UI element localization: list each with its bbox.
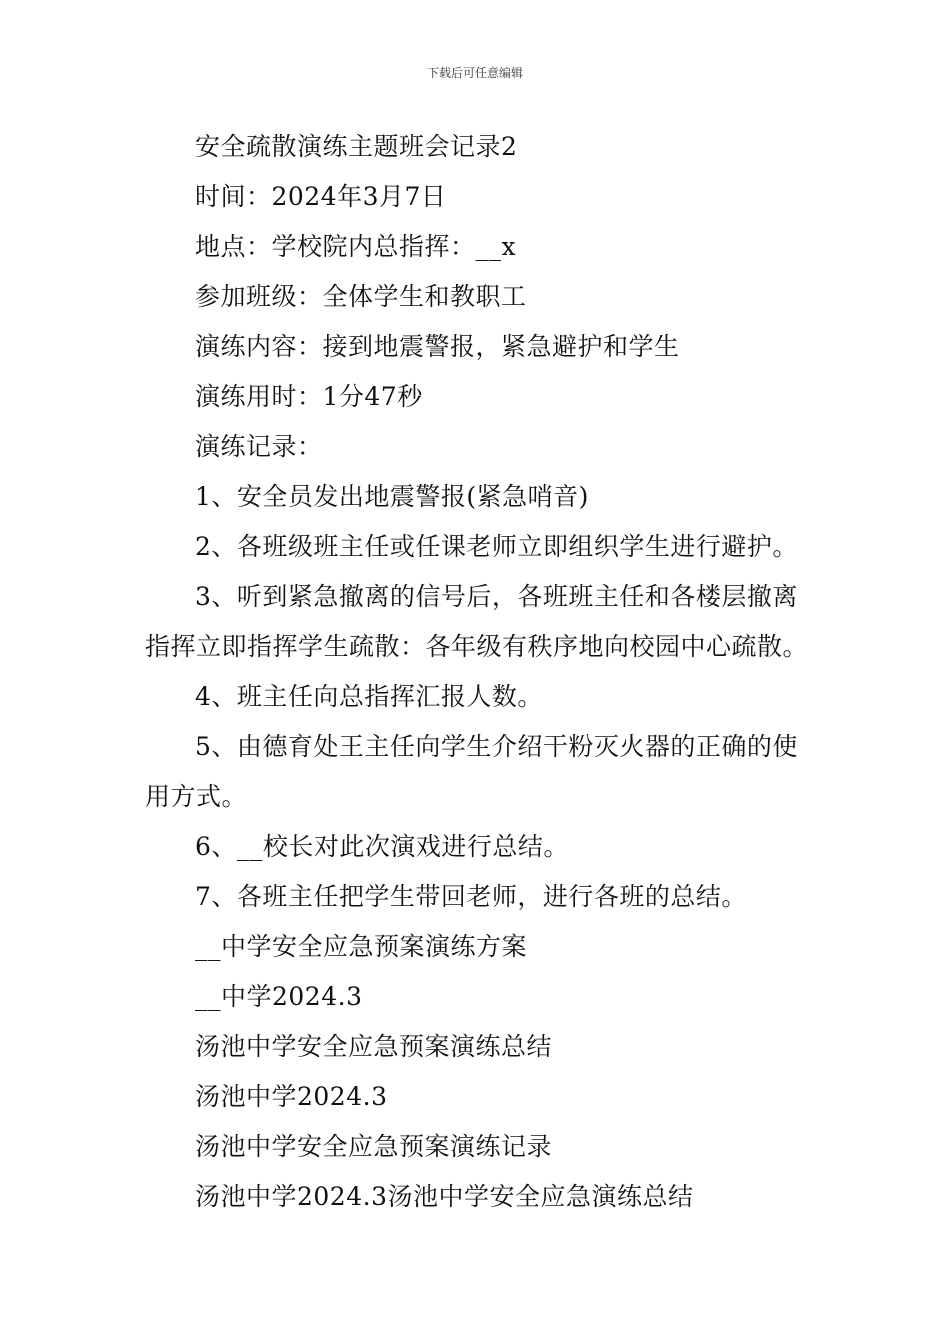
related-date-plan: __中学2024.3 (195, 982, 363, 1011)
record-item-3: 3、听到紧急撤离的信号后，各班班主任和各楼层撤离指挥立即指挥学生疏散：各年级有秩序地向校园中心疏散。 (145, 582, 809, 661)
record-item-2: 2、各班级班主任或任课老师立即组织学生进行避护。 (195, 532, 798, 561)
related-date-summary: 汤池中学2024.3 (195, 1082, 388, 1111)
record-item-7: 7、各班主任把学生带回老师，进行各班的总结。 (195, 882, 747, 911)
document-body (145, 122, 810, 1222)
related-date-record: 汤池中学2024.3汤池中学安全应急演练总结 (195, 1182, 694, 1211)
paragraph-content: 演练内容：接到地震警报，紧急避护和学生 (195, 332, 680, 361)
record-item-5: 5、由德育处王主任向学生介绍干粉灭火器的正确的使用方式。 (145, 732, 798, 811)
related-title-summary: 汤池中学安全应急预案演练总结 (195, 1032, 553, 1061)
related-title-plan: __中学安全应急预案演练方案 (195, 932, 528, 961)
record-item-4: 4、班主任向总指挥汇报人数。 (195, 682, 543, 711)
document-title: 安全疏散演练主题班会记录2 (195, 132, 518, 161)
page-header: 下载后可任意编辑 (426, 66, 523, 80)
record-item-6: 6、__校长对此次演戏进行总结。 (195, 832, 569, 861)
paragraph-duration: 演练用时：1分47秒 (195, 382, 423, 411)
record-item-1: 1、安全员发出地震警报(紧急哨音) (195, 482, 589, 511)
related-title-record: 汤池中学安全应急预案演练记录 (195, 1132, 553, 1161)
paragraph-participants: 参加班级：全体学生和教职工 (195, 282, 527, 311)
paragraph-time: 时间：2024年3月7日 (195, 182, 447, 211)
paragraph-location: 地点：学校院内总指挥：__x (195, 232, 517, 261)
paragraph-record-heading: 演练记录： (195, 432, 323, 461)
